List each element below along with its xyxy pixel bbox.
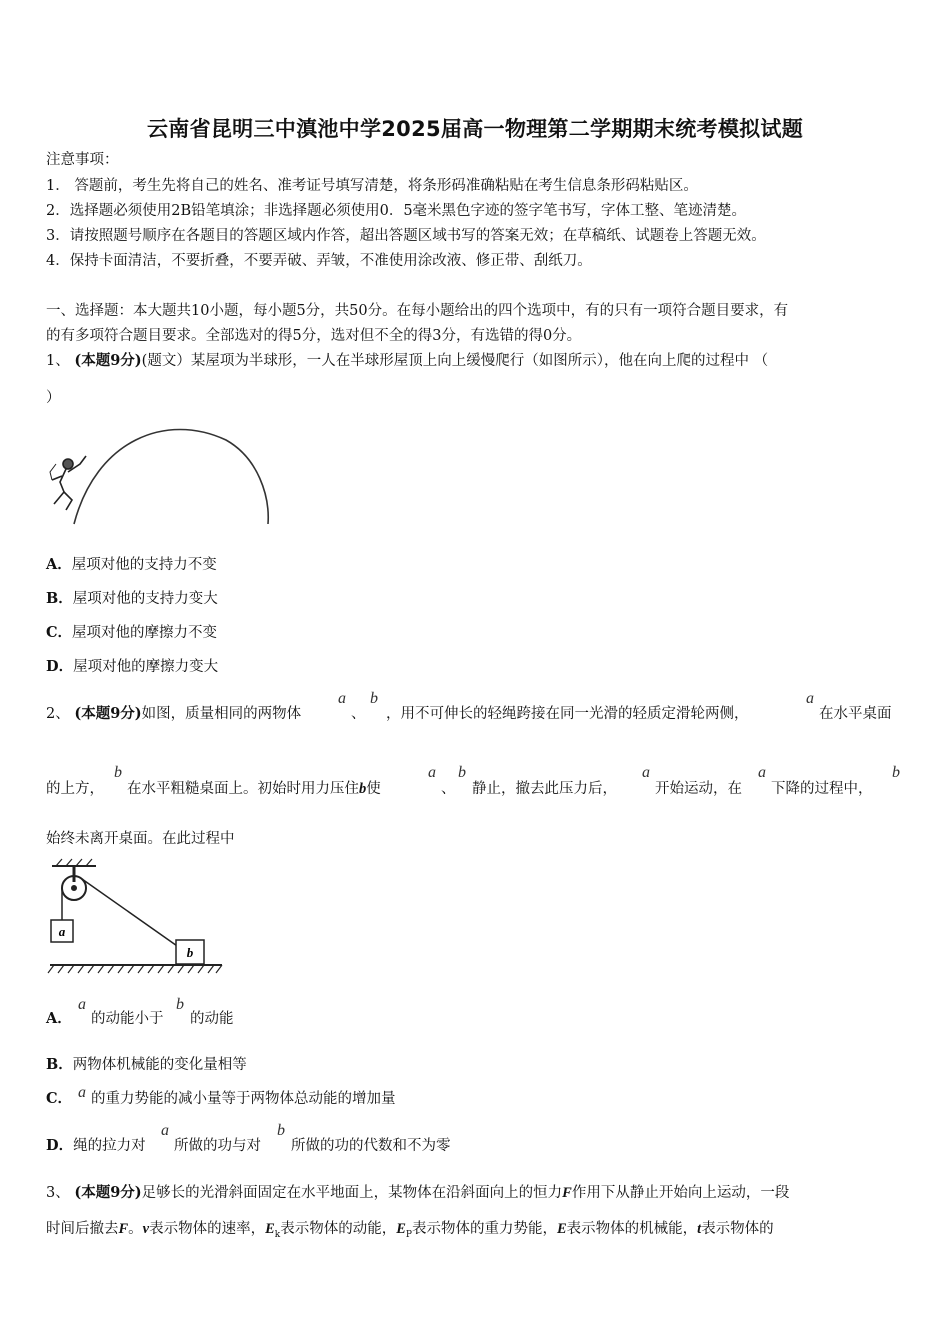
question-1-option-a[interactable]: A．屋项对他的支持力不变 bbox=[46, 556, 217, 573]
variable-b: b bbox=[892, 764, 900, 781]
question-2-line1-mid: ，用不可伸长的轻绳跨接在同一光滑的轻质定滑轮两侧， bbox=[386, 706, 749, 722]
question-2-line1-start: 2、 (本题9分)如图，质量相同的两物体 bbox=[46, 705, 302, 722]
question-1-option-d[interactable]: D．屋项对他的摩擦力变大 bbox=[46, 658, 219, 675]
variable-b: b bbox=[114, 764, 122, 781]
question-3-line2: 时间后撤去F。v表示物体的速率，$E_k$表示物体的动能，$E_P$表示物体的重力势能，E表示物体的机械能，t表示物体的 bbox=[46, 1221, 774, 1240]
block-a-label: a bbox=[58, 924, 66, 939]
hemisphere-roof-figure bbox=[46, 420, 276, 540]
question-1-line2: ） bbox=[46, 390, 61, 406]
question-2-option-a-text1: 的动能小于 bbox=[91, 1011, 164, 1027]
notice-item-2: 2．选择题必须使用2B铅笔填涂；非选择题必须使用0．5毫米黑色字迹的签字笔书写，字体工整、笔迹清楚。 bbox=[46, 203, 747, 219]
variable-a: a bbox=[758, 764, 766, 781]
variable-a: a bbox=[78, 1084, 86, 1101]
variable-a: a bbox=[161, 1122, 169, 1139]
block-b-label: b bbox=[186, 945, 194, 960]
notice-item-4: 4．保持卡面清洁，不要折叠，不要弄破、弄皱，不准使用涂改液、修正带、刮纸刀。 bbox=[46, 253, 592, 269]
question-2-option-a[interactable]: A． bbox=[46, 1010, 72, 1027]
question-2-line2-d: 、 bbox=[441, 781, 456, 797]
variable-b: b bbox=[176, 996, 184, 1013]
variable-a: a bbox=[642, 764, 650, 781]
variable-a: a bbox=[806, 690, 814, 707]
question-1-line1 bbox=[46, 351, 768, 371]
variable-b: b bbox=[458, 764, 466, 781]
notice-item-3: 3．请按照题号顺序在各题目的答题区域内作答，超出答题区域书写的答案无效；在草稿纸、试题卷上答题无效。 bbox=[46, 228, 766, 244]
question-3-line1: 3、 (本题9分)足够长的光滑斜面固定在水平地面上，某物体在沿斜面向上的恒力F作用下从静止开始向上运动，一段 bbox=[46, 1184, 790, 1201]
variable-a: a bbox=[338, 690, 346, 707]
question-1-option-c[interactable]: C．屋项对他的摩擦力不变 bbox=[46, 624, 218, 641]
question-2-line3: 始终未离开桌面。在此过程中 bbox=[46, 831, 235, 847]
question-2-line2-b: 在水平粗糙桌面上。初始时用力压住b使 bbox=[127, 781, 381, 797]
question-1-score: (本题9分) bbox=[74, 352, 142, 369]
question-2-option-d-text2: 所做的功与对 bbox=[174, 1138, 261, 1154]
pulley-figure bbox=[46, 858, 226, 978]
question-1-text: (题文）某屋项为半球形，一人在半球形屋顶上向上缓慢爬行（如图所示），他在向上爬的过程中 （ bbox=[141, 353, 769, 369]
question-2-line2-a: 的上方， bbox=[46, 781, 104, 797]
variable-a: a bbox=[78, 996, 86, 1013]
section-instructions-line1: 一、选择题：本大题共10小题，每小题5分，共50分。在每小题给出的四个选项中，有的只有一项符合题目要求，有 bbox=[46, 303, 789, 319]
question-2-option-c[interactable]: C． bbox=[46, 1090, 73, 1107]
question-2-option-b[interactable]: B．两物体机械能的变化量相等 bbox=[46, 1056, 247, 1073]
question-2-line2-g: 下降的过程中， bbox=[771, 781, 873, 797]
question-2-option-d-text3: 所做的功的代数和不为零 bbox=[291, 1138, 451, 1154]
notice-item-1: 1． 答题前，考生先将自己的姓名、准考证号填写清楚，将条形码准确粘贴在考生信息条形码粘贴区。 bbox=[46, 178, 698, 194]
question-2-line1-end: 在水平桌面 bbox=[819, 706, 892, 722]
variable-b: b bbox=[370, 690, 378, 707]
question-1-number: 1、 bbox=[46, 353, 70, 369]
variable-a: a bbox=[428, 764, 436, 781]
question-2-line2-f: 开始运动，在 bbox=[655, 781, 742, 797]
question-2-line2-e: 静止，撤去此压力后， bbox=[472, 781, 617, 797]
notice-heading: 注意事项： bbox=[46, 152, 119, 168]
question-2-option-a-text2: 的动能 bbox=[190, 1011, 234, 1027]
question-2-option-d[interactable]: D．绳的拉力对 bbox=[46, 1137, 146, 1154]
section-instructions-line2: 的有多项符合题目要求。全部选对的得5分，选对但不全的得3分，有选错的得0分。 bbox=[46, 328, 582, 344]
page-title: 云南省昆明三中滇池中学2025届高一物理第二学期期末统考模拟试题 bbox=[146, 117, 804, 141]
variable-b: b bbox=[277, 1122, 285, 1139]
question-2-option-c-text: 的重力势能的减小量等于两物体总动能的增加量 bbox=[91, 1091, 396, 1107]
question-2-separator: 、 bbox=[351, 706, 366, 722]
question-1-option-b[interactable]: B．屋项对他的支持力变大 bbox=[46, 590, 218, 607]
